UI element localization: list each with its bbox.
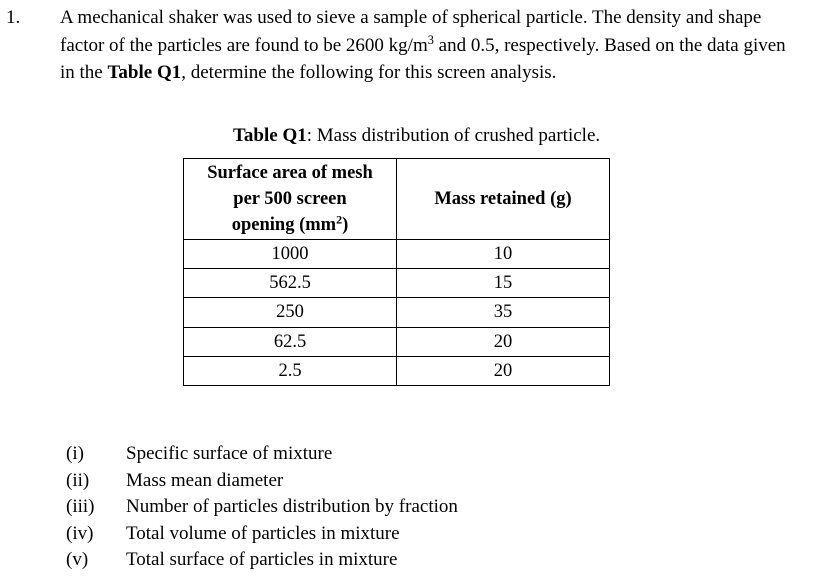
cell-area: 62.5 [184,327,397,356]
table-reference: Table Q1 [107,62,182,83]
question-number: 1. [6,7,21,28]
cell-mass: 15 [397,269,610,298]
table-row [184,269,610,298]
table-caption-text: : Mass distribution of crushed particle. [306,125,601,146]
table-caption-label: Table Q1 [233,125,307,146]
cell-mass: 35 [397,298,610,327]
table-caption [233,123,600,149]
header-surface-area-line1: Surface area of mesh [207,163,373,183]
header-unit-superscript: 2 [336,212,343,227]
list-item-numeral: (iv) [66,522,94,544]
table-row [184,298,610,327]
list-item-numeral: (v) [66,549,89,570]
question-text [60,4,800,87]
cell-area: 1000 [184,240,397,269]
header-surface-area-line3: opening (mm [231,215,337,235]
cell-area: 250 [184,298,397,327]
question-intro-end: , determine the following for this screen analysis. [181,62,557,83]
table-header-row [184,159,610,240]
list-item-text: Mass mean diameter [126,469,284,491]
header-mass-retained: Mass retained (g) [397,159,610,240]
list-item-text: Specific surface of mixture [126,443,333,464]
table-row [184,327,610,356]
cell-mass: 10 [397,240,610,269]
cell-area: 2.5 [184,356,397,385]
header-surface-area-line2: per 500 screen [233,189,347,209]
list-item-text: Number of particles distribution by fraction [126,496,458,517]
mass-distribution-table [183,158,610,386]
list-item-text: Total volume of particles in mixture [126,522,400,544]
table-row [184,356,610,385]
list-item-numeral: (ii) [66,469,90,491]
header-close-paren: ) [342,215,349,235]
list-item-text: Total surface of particles in mixture [126,549,398,570]
unit-superscript: 3 [427,32,434,47]
table-row [184,240,610,269]
list-item-numeral: (iii) [66,496,95,517]
cell-mass: 20 [397,327,610,356]
question-intro-cont: and 0.5, respectively. Based on the data given in the [60,34,786,83]
header-surface-area [184,159,397,240]
question-intro: A mechanical shaker was used to sieve a sample of spherical particle. The density and shape factor of the particles are found to be 2600 kg/m [60,7,762,56]
cell-mass: 20 [397,356,610,385]
cell-area: 562.5 [184,269,397,298]
list-item-numeral: (i) [66,443,84,464]
